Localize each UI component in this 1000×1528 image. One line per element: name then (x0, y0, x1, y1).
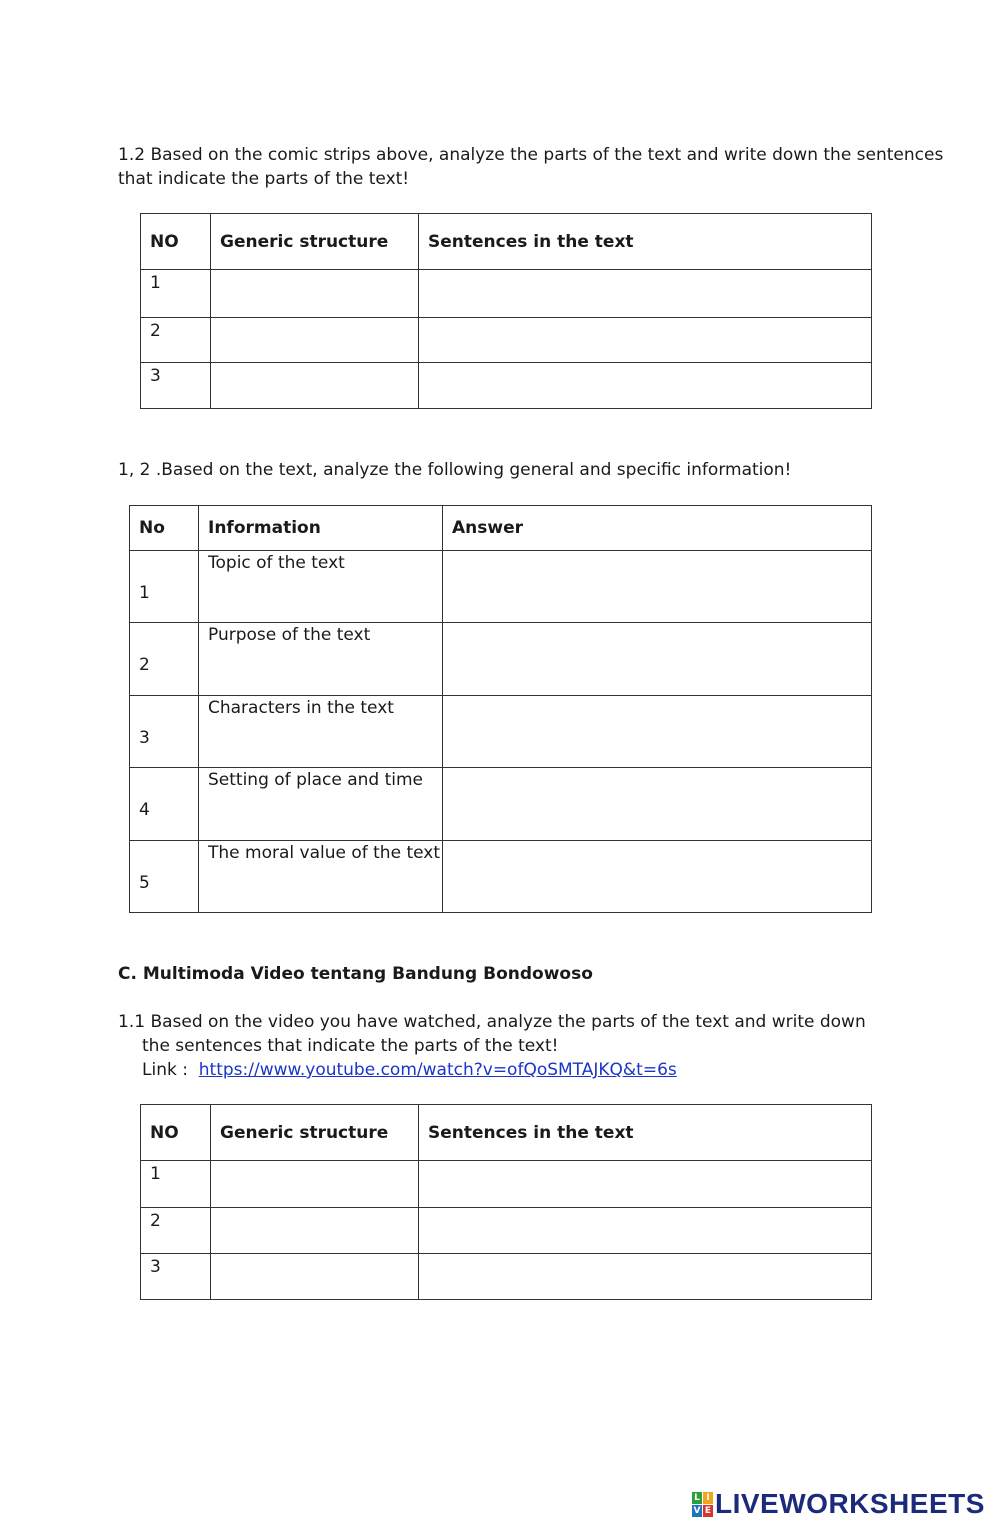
information-label: The moral value of the text (199, 841, 443, 913)
brand-name: LIVEWORKSHEETS (715, 1488, 985, 1519)
table-row (130, 623, 872, 696)
header-generic-structure: Generic structure (211, 1105, 419, 1161)
row-number: 4 (130, 768, 199, 841)
information-table (129, 505, 872, 913)
answer-cell[interactable] (443, 623, 872, 696)
structure-cell[interactable] (211, 318, 419, 363)
row-number: 3 (141, 363, 211, 409)
section-c-heading: C. Multimoda Video tentang Bandung Bondowoso (118, 964, 593, 984)
logo-letter-e: E (704, 1506, 712, 1516)
header-sentences: Sentences in the text (419, 214, 872, 270)
structure-cell[interactable] (211, 1208, 419, 1254)
logo-letter-v: V (693, 1506, 701, 1516)
table-row (130, 551, 872, 623)
video-link-line (118, 1058, 866, 1082)
row-number: 3 (141, 1254, 211, 1300)
structure-cell[interactable] (211, 1254, 419, 1300)
table-row (130, 696, 872, 768)
structure-cell[interactable] (211, 1161, 419, 1208)
answer-cell[interactable] (443, 696, 872, 768)
sentence-cell[interactable] (419, 1254, 872, 1300)
instruction-comic (118, 143, 943, 191)
sentence-cell[interactable] (419, 318, 872, 363)
header-no: NO (141, 214, 211, 270)
table-row (141, 318, 872, 363)
answer-cell[interactable] (443, 768, 872, 841)
row-number: 2 (141, 318, 211, 363)
sentence-cell[interactable] (419, 270, 872, 318)
structure-cell[interactable] (211, 363, 419, 409)
table-row (141, 270, 872, 318)
link-label: Link : (142, 1060, 188, 1080)
sentence-cell[interactable] (419, 1208, 872, 1254)
liveworksheets-logo (692, 1489, 985, 1519)
header-no: NO (141, 1105, 211, 1161)
generic-structure-table-1 (140, 213, 872, 409)
table-row (141, 1208, 872, 1254)
instruction-video-line2: the sentences that indicate the parts of the text! (142, 1036, 559, 1056)
row-number: 3 (130, 696, 199, 768)
answer-cell[interactable] (443, 841, 872, 913)
instruction-info: 1, 2 .Based on the text, analyze the following general and specific information! (118, 460, 792, 480)
header-generic-structure: Generic structure (211, 214, 419, 270)
instruction-comic-line2: that indicate the parts of the text! (118, 169, 410, 189)
header-sentences: Sentences in the text (419, 1105, 872, 1161)
logo-letter-i: I (703, 1492, 713, 1504)
header-information: Information (199, 506, 443, 551)
row-number: 5 (130, 841, 199, 913)
instruction-video (118, 1010, 866, 1082)
row-number: 2 (130, 623, 199, 696)
instruction-video-line1: 1.1 Based on the video you have watched, analyze the parts of the text and write down (118, 1012, 866, 1032)
information-label: Characters in the text (199, 696, 443, 768)
generic-structure-table-2 (140, 1104, 872, 1300)
header-answer: Answer (443, 506, 872, 551)
row-number: 1 (130, 551, 199, 623)
table-row (141, 1254, 872, 1300)
information-label: Topic of the text (199, 551, 443, 623)
instruction-comic-line1: 1.2 Based on the comic strips above, analyze the parts of the text and write down the sentences (118, 145, 944, 165)
video-link[interactable]: https://www.youtube.com/watch?v=ofQoSMTAJKQ&t=6s (198, 1060, 677, 1080)
liveworksheets-icon (692, 1492, 712, 1516)
header-no: No (130, 506, 199, 551)
table-row (130, 841, 872, 913)
table-row (141, 363, 872, 409)
table-row (130, 768, 872, 841)
row-number: 1 (141, 1161, 211, 1208)
answer-cell[interactable] (443, 551, 872, 623)
sentence-cell[interactable] (419, 363, 872, 409)
sentence-cell[interactable] (419, 1161, 872, 1208)
information-label: Setting of place and time (199, 768, 443, 841)
row-number: 1 (141, 270, 211, 318)
row-number: 2 (141, 1208, 211, 1254)
structure-cell[interactable] (211, 270, 419, 318)
logo-letter-l: L (692, 1492, 702, 1504)
information-label: Purpose of the text (199, 623, 443, 696)
table-row (141, 1161, 872, 1208)
